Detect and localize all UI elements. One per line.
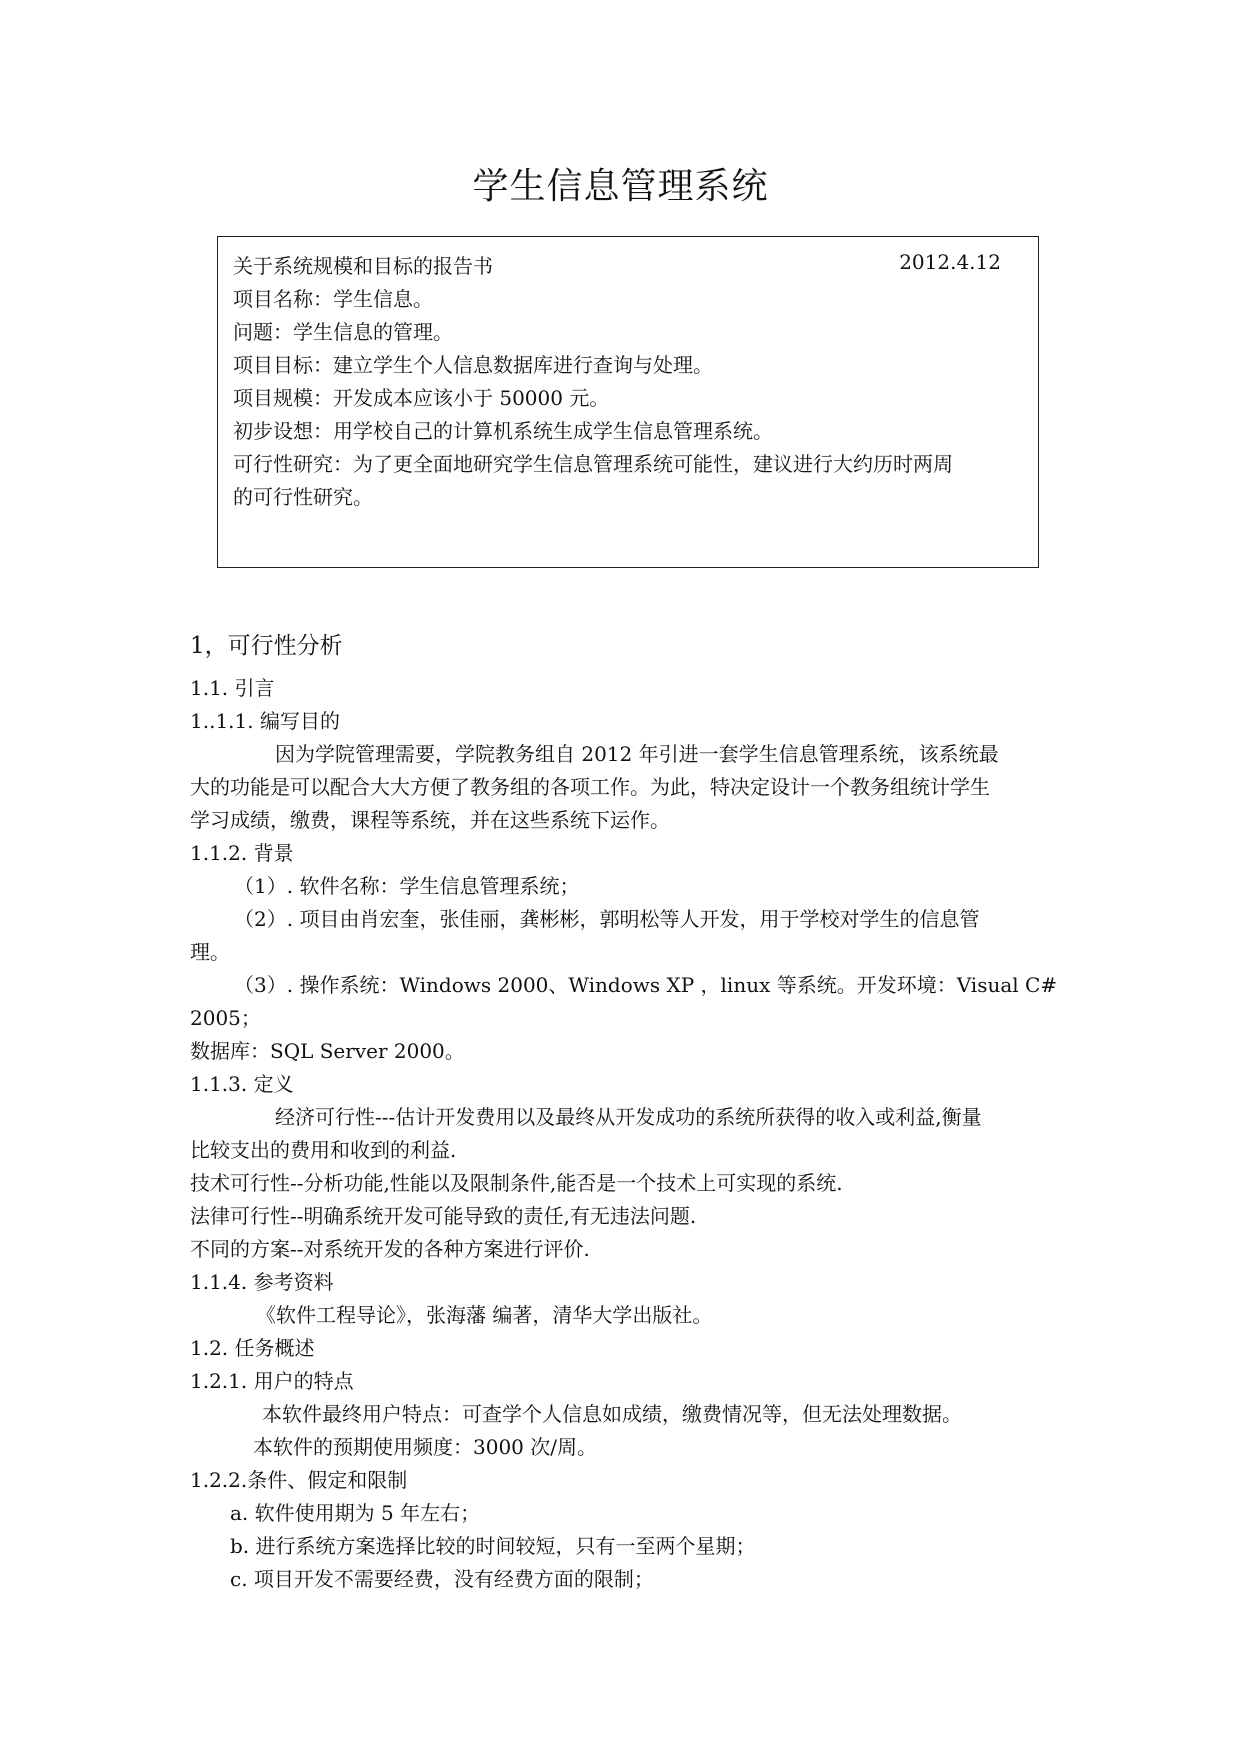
section-heading: 1，可行性分析 (190, 633, 343, 659)
report-line: 可行性研究：为了更全面地研究学生信息管理系统可能性，建议进行大约历时两周 (233, 452, 953, 476)
section-heading: 1.2.1. 用户的特点 (190, 1369, 354, 1393)
paragraph-line: 2005； (190, 1006, 261, 1030)
paragraph-line: 法律可行性--明确系统开发可能导致的责任,有无违法问题. (190, 1204, 697, 1228)
report-line: 项目名称：学生信息。 (233, 287, 433, 311)
section-heading: 1.1.3. 定义 (190, 1072, 294, 1096)
paragraph-line: 《软件工程导论》，张海藩 编著，清华大学出版社。 (256, 1303, 713, 1327)
paragraph-line: 本软件的预期使用频度：3000 次/周。 (253, 1435, 597, 1459)
paragraph-line: 理。 (190, 940, 230, 964)
list-item: a. 软件使用期为 5 年左右； (230, 1501, 481, 1525)
paragraph-line: 数据库：SQL Server 2000。 (190, 1039, 465, 1063)
report-line: 项目目标：建立学生个人信息数据库进行查询与处理。 (233, 353, 713, 377)
report-date: 2012.4.12 (899, 250, 1001, 274)
report-line: 的可行性研究。 (233, 485, 373, 509)
paragraph-line: （3）. 操作系统：Windows 2000、Windows XP ，linux 等系统。开发环境：Visual C# (234, 973, 1058, 997)
paragraph-line: （2）. 项目由肖宏奎，张佳丽，龚彬彬，郭明松等人开发，用于学校对学生的信息管 (234, 907, 980, 931)
list-item: c. 项目开发不需要经费，没有经费方面的限制； (230, 1567, 654, 1591)
section-heading: 1.2.2.条件、假定和限制 (190, 1468, 408, 1492)
list-item: b. 进行系统方案选择比较的时间较短，只有一至两个星期； (230, 1534, 756, 1558)
section-heading: 1.1. 引言 (190, 676, 275, 700)
paragraph-line: 技术可行性--分析功能,性能以及限制条件,能否是一个技术上可实现的系统. (190, 1171, 843, 1195)
section-heading: 1..1.1. 编写目的 (190, 709, 340, 733)
report-heading: 关于系统规模和目标的报告书 (233, 254, 493, 278)
report-line: 问题：学生信息的管理。 (233, 320, 453, 344)
document-title: 学生信息管理系统 (472, 166, 769, 207)
section-heading: 1.1.2. 背景 (190, 841, 294, 865)
paragraph-line: 不同的方案--对系统开发的各种方案进行评价. (190, 1237, 590, 1261)
report-line: 项目规模：开发成本应该小于 50000 元。 (233, 386, 610, 410)
paragraph-line: 本软件最终用户特点：可查学个人信息如成绩，缴费情况等，但无法处理数据。 (262, 1402, 962, 1426)
section-heading: 1.2. 任务概述 (190, 1336, 315, 1360)
paragraph-line: 学习成绩，缴费，课程等系统，并在这些系统下运作。 (190, 808, 670, 832)
paragraph-line: 大的功能是可以配合大大方便了教务组的各项工作。为此，特决定设计一个教务组统计学生 (190, 775, 990, 799)
paragraph-line: 因为学院管理需要，学院教务组自 2012 年引进一套学生信息管理系统，该系统最 (275, 742, 999, 766)
paragraph-line: 经济可行性---估计开发费用以及最终从开发成功的系统所获得的收入或利益,衡量 (275, 1105, 982, 1129)
report-line: 初步设想：用学校自己的计算机系统生成学生信息管理系统。 (233, 419, 773, 443)
paragraph-line: （1）. 软件名称：学生信息管理系统； (234, 874, 580, 898)
section-heading: 1.1.4. 参考资料 (190, 1270, 334, 1294)
paragraph-line: 比较支出的费用和收到的利益. (190, 1138, 457, 1162)
